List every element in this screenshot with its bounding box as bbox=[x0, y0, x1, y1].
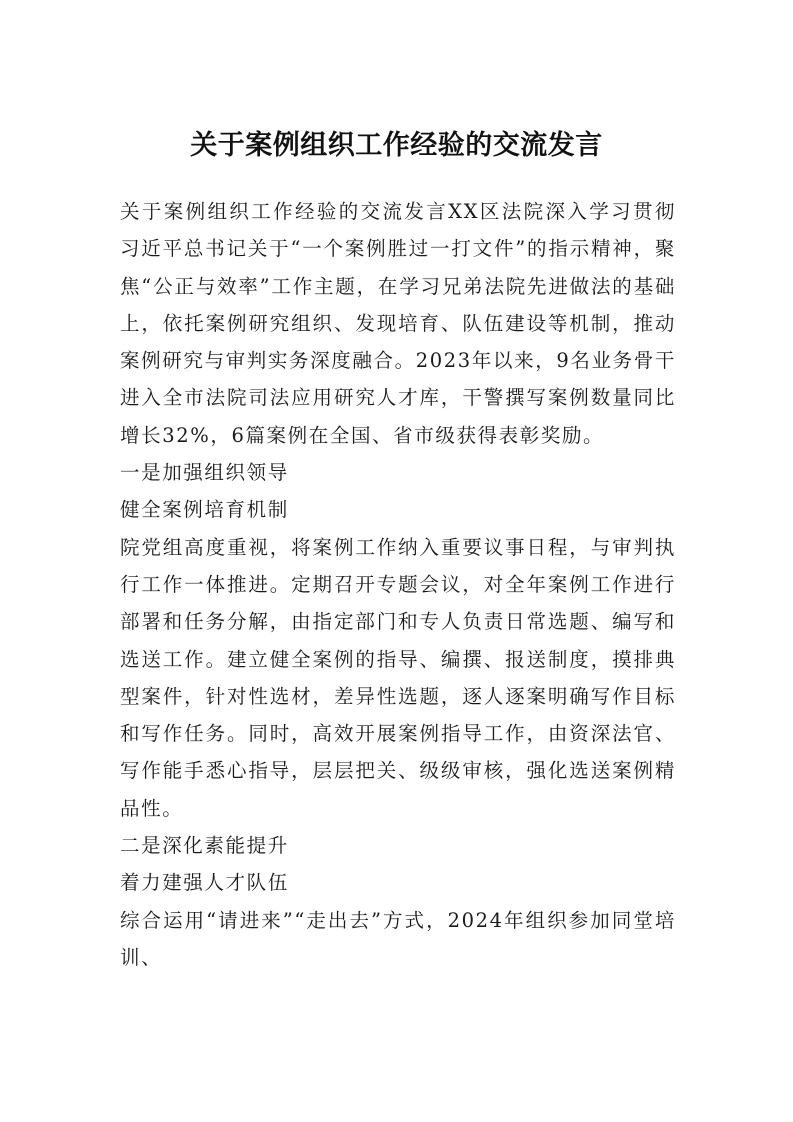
section-heading-1: 一是加强组织领导 bbox=[120, 461, 289, 485]
document-body bbox=[120, 193, 676, 976]
subsection-heading-2: 着力建强人才队伍 bbox=[120, 871, 289, 895]
subsection-heading-1: 健全案例培育机制 bbox=[120, 498, 289, 522]
section-heading-2: 二是深化素能提升 bbox=[120, 834, 289, 858]
paragraph-training: 综合运用“请进来”“走出去”方式，2024年组织参加同堂培训、 bbox=[120, 908, 676, 969]
paragraph-organization: 院党组高度重视，将案例工作纳入重要议事日程，与审判执行工作一体推进。定期召开专题会议，对全年案例工作进行部署和任务分解，由指定部门和专人负责日常选题、编写和选送工作。建立健全案例的指导、编撰、报送制度，摸排典型案件，针对性选材，差异性选题，逐人逐案明确写作目标和写作任务。同时，高效开展案例指导工作，由资深法官、写作能手悉心指导，层层把关、级级审核，强化选送案例精品性。 bbox=[120, 535, 676, 820]
document-title: 关于案例组织工作经验的交流发言 bbox=[190, 130, 603, 161]
paragraph-intro: 关于案例组织工作经验的交流发言XX区法院深入学习贯彻习近平总书记关于“一个案例胜过一打文件”的指示精神，聚焦“公正与效率”工作主题，在学习兄弟法院先进做法的基础上，依托案例研究组织、发现培育、队伍建设等机制，推动案例研究与审判实务深度融合。2023年以来，9名业务骨干进入全市法院司法应用研究人才库，干警撰写案例数量同比增长32%，6篇案例在全国、省市级获得表彰奖励。 bbox=[120, 200, 676, 447]
